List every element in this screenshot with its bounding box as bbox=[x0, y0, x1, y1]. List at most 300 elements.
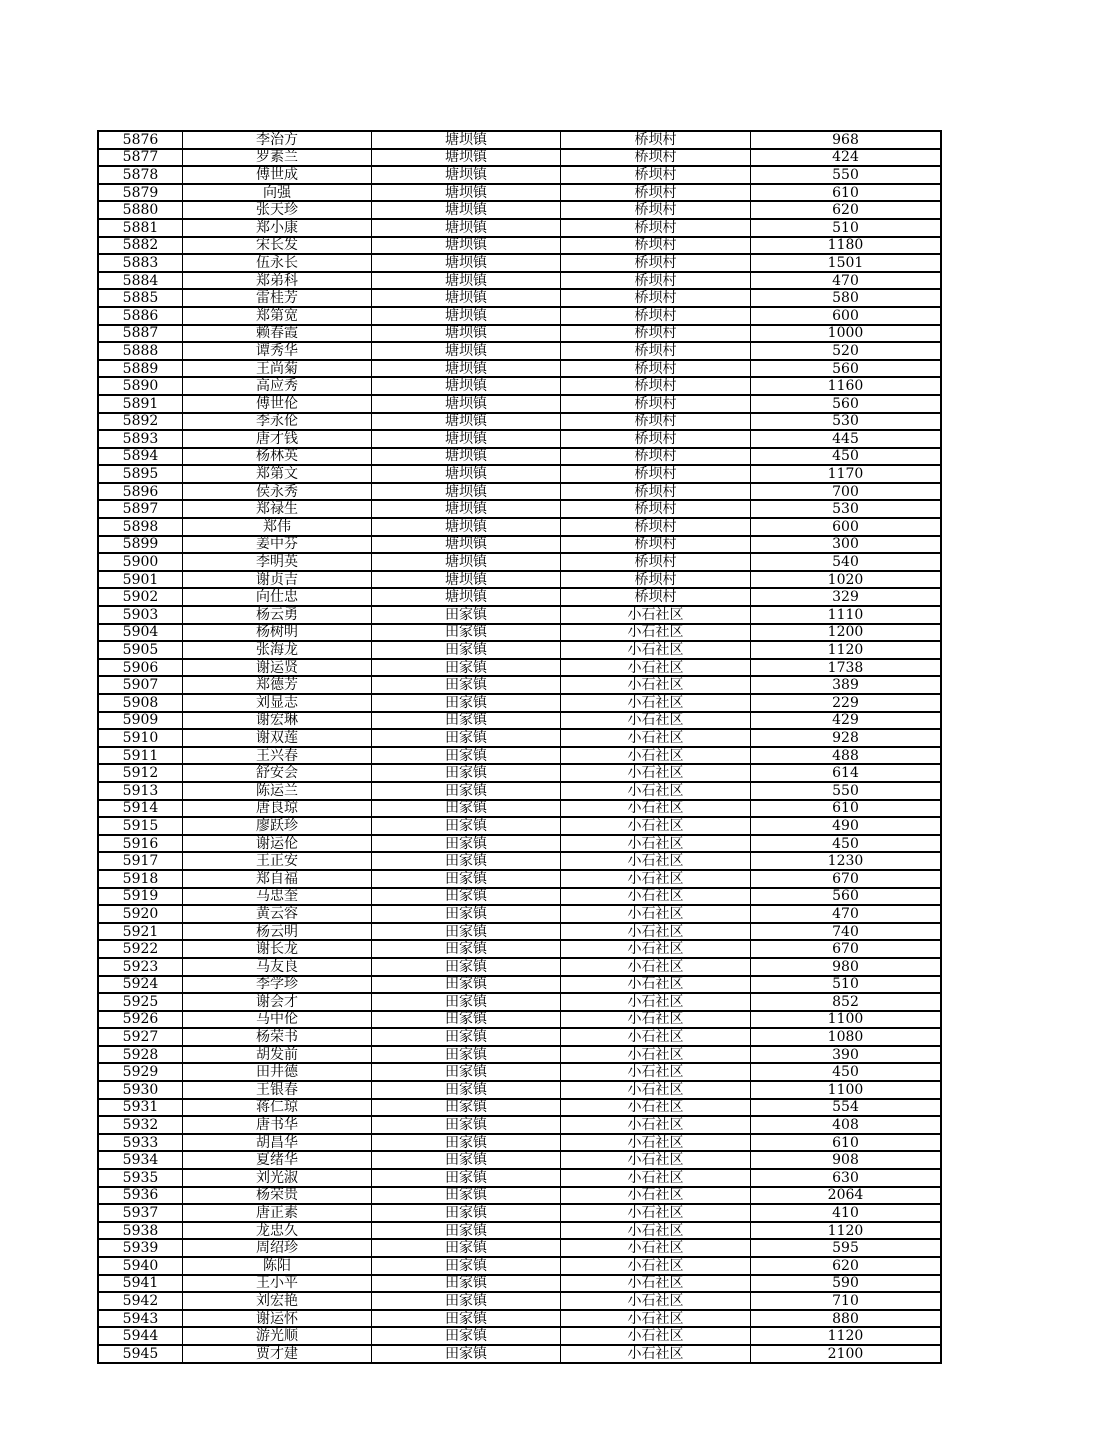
name-cell: 杨树明 bbox=[183, 624, 372, 642]
row-number-cell: 5877 bbox=[98, 149, 183, 167]
village-cell: 小石社区 bbox=[561, 1169, 751, 1187]
town-cell: 田家镇 bbox=[372, 835, 561, 853]
amount-cell: 852 bbox=[751, 993, 942, 1011]
table-row bbox=[98, 1011, 941, 1029]
name-cell: 李治方 bbox=[183, 131, 372, 149]
row-number-cell: 5928 bbox=[98, 1046, 183, 1064]
town-cell: 塘坝镇 bbox=[372, 184, 561, 202]
name-cell: 王小平 bbox=[183, 1275, 372, 1293]
amount-cell: 1230 bbox=[751, 852, 942, 870]
amount-cell: 1120 bbox=[751, 1327, 942, 1345]
town-cell: 田家镇 bbox=[372, 940, 561, 958]
row-number-cell: 5884 bbox=[98, 272, 183, 290]
amount-cell: 620 bbox=[751, 201, 942, 219]
town-cell: 田家镇 bbox=[372, 1116, 561, 1134]
village-cell: 小石社区 bbox=[561, 624, 751, 642]
row-number-cell: 5930 bbox=[98, 1081, 183, 1099]
village-cell: 小石社区 bbox=[561, 1222, 751, 1240]
village-cell: 桥坝村 bbox=[561, 430, 751, 448]
amount-cell: 580 bbox=[751, 289, 942, 307]
town-cell: 塘坝镇 bbox=[372, 342, 561, 360]
table-row bbox=[98, 870, 941, 888]
village-cell: 桥坝村 bbox=[561, 483, 751, 501]
row-number-cell: 5882 bbox=[98, 237, 183, 255]
row-number-cell: 5920 bbox=[98, 905, 183, 923]
amount-cell: 1501 bbox=[751, 254, 942, 272]
name-cell: 郑德芳 bbox=[183, 676, 372, 694]
name-cell: 夏绪华 bbox=[183, 1151, 372, 1169]
amount-cell: 908 bbox=[751, 1151, 942, 1169]
village-cell: 桥坝村 bbox=[561, 201, 751, 219]
name-cell: 马友良 bbox=[183, 958, 372, 976]
amount-cell: 620 bbox=[751, 1257, 942, 1275]
village-cell: 桥坝村 bbox=[561, 342, 751, 360]
village-cell: 桥坝村 bbox=[561, 360, 751, 378]
row-number-cell: 5923 bbox=[98, 958, 183, 976]
amount-cell: 980 bbox=[751, 958, 942, 976]
town-cell: 田家镇 bbox=[372, 905, 561, 923]
name-cell: 谢运怀 bbox=[183, 1310, 372, 1328]
table-row bbox=[98, 571, 941, 589]
table-row bbox=[98, 1187, 941, 1205]
row-number-cell: 5938 bbox=[98, 1222, 183, 1240]
name-cell: 谢运伦 bbox=[183, 835, 372, 853]
table-row bbox=[98, 782, 941, 800]
name-cell: 谢长龙 bbox=[183, 940, 372, 958]
amount-cell: 2064 bbox=[751, 1187, 942, 1205]
row-number-cell: 5907 bbox=[98, 676, 183, 694]
row-number-cell: 5932 bbox=[98, 1116, 183, 1134]
village-cell: 小石社区 bbox=[561, 800, 751, 818]
amount-cell: 540 bbox=[751, 553, 942, 571]
name-cell: 王正安 bbox=[183, 852, 372, 870]
table-row bbox=[98, 1239, 941, 1257]
table-row bbox=[98, 237, 941, 255]
town-cell: 塘坝镇 bbox=[372, 149, 561, 167]
table-row bbox=[98, 325, 941, 343]
town-cell: 田家镇 bbox=[372, 976, 561, 994]
town-cell: 田家镇 bbox=[372, 694, 561, 712]
name-cell: 马忠奎 bbox=[183, 888, 372, 906]
town-cell: 田家镇 bbox=[372, 993, 561, 1011]
name-cell: 陈阳 bbox=[183, 1257, 372, 1275]
table-row bbox=[98, 641, 941, 659]
row-number-cell: 5913 bbox=[98, 782, 183, 800]
amount-cell: 600 bbox=[751, 307, 942, 325]
village-cell: 小石社区 bbox=[561, 905, 751, 923]
name-cell: 杨云勇 bbox=[183, 606, 372, 624]
town-cell: 塘坝镇 bbox=[372, 219, 561, 237]
table-row bbox=[98, 1081, 941, 1099]
name-cell: 谢会才 bbox=[183, 993, 372, 1011]
village-cell: 小石社区 bbox=[561, 976, 751, 994]
town-cell: 田家镇 bbox=[372, 659, 561, 677]
amount-cell: 520 bbox=[751, 342, 942, 360]
amount-cell: 1100 bbox=[751, 1011, 942, 1029]
row-number-cell: 5921 bbox=[98, 923, 183, 941]
row-number-cell: 5941 bbox=[98, 1275, 183, 1293]
town-cell: 田家镇 bbox=[372, 1151, 561, 1169]
name-cell: 陈运兰 bbox=[183, 782, 372, 800]
amount-cell: 530 bbox=[751, 500, 942, 518]
village-cell: 桥坝村 bbox=[561, 272, 751, 290]
village-cell: 小石社区 bbox=[561, 1345, 751, 1363]
table-row bbox=[98, 413, 941, 431]
name-cell: 王兴春 bbox=[183, 747, 372, 765]
row-number-cell: 5935 bbox=[98, 1169, 183, 1187]
amount-cell: 510 bbox=[751, 219, 942, 237]
row-number-cell: 5906 bbox=[98, 659, 183, 677]
village-cell: 小石社区 bbox=[561, 694, 751, 712]
table-row bbox=[98, 254, 941, 272]
table-row bbox=[98, 747, 941, 765]
name-cell: 唐书华 bbox=[183, 1116, 372, 1134]
row-number-cell: 5933 bbox=[98, 1134, 183, 1152]
village-cell: 小石社区 bbox=[561, 1239, 751, 1257]
amount-cell: 445 bbox=[751, 430, 942, 448]
village-cell: 小石社区 bbox=[561, 1327, 751, 1345]
table-row bbox=[98, 483, 941, 501]
village-cell: 小石社区 bbox=[561, 1204, 751, 1222]
row-number-cell: 5903 bbox=[98, 606, 183, 624]
name-cell: 胡发前 bbox=[183, 1046, 372, 1064]
table-row bbox=[98, 905, 941, 923]
table-row bbox=[98, 1169, 941, 1187]
town-cell: 塘坝镇 bbox=[372, 465, 561, 483]
row-number-cell: 5889 bbox=[98, 360, 183, 378]
village-cell: 小石社区 bbox=[561, 1275, 751, 1293]
table-row bbox=[98, 1345, 941, 1363]
table-row bbox=[98, 1257, 941, 1275]
data-table bbox=[97, 130, 942, 1364]
table-row bbox=[98, 553, 941, 571]
village-cell: 小石社区 bbox=[561, 641, 751, 659]
name-cell: 向强 bbox=[183, 184, 372, 202]
village-cell: 桥坝村 bbox=[561, 166, 751, 184]
table-row bbox=[98, 272, 941, 290]
row-number-cell: 5929 bbox=[98, 1063, 183, 1081]
row-number-cell: 5936 bbox=[98, 1187, 183, 1205]
name-cell: 杨荣贵 bbox=[183, 1187, 372, 1205]
table-row bbox=[98, 1116, 941, 1134]
town-cell: 塘坝镇 bbox=[372, 377, 561, 395]
town-cell: 塘坝镇 bbox=[372, 201, 561, 219]
town-cell: 田家镇 bbox=[372, 676, 561, 694]
name-cell: 贾才建 bbox=[183, 1345, 372, 1363]
table-row bbox=[98, 219, 941, 237]
amount-cell: 554 bbox=[751, 1099, 942, 1117]
town-cell: 田家镇 bbox=[372, 1028, 561, 1046]
name-cell: 刘光淑 bbox=[183, 1169, 372, 1187]
village-cell: 桥坝村 bbox=[561, 536, 751, 554]
amount-cell: 1000 bbox=[751, 325, 942, 343]
row-number-cell: 5911 bbox=[98, 747, 183, 765]
village-cell: 桥坝村 bbox=[561, 518, 751, 536]
village-cell: 小石社区 bbox=[561, 1011, 751, 1029]
village-cell: 小石社区 bbox=[561, 940, 751, 958]
town-cell: 塘坝镇 bbox=[372, 518, 561, 536]
name-cell: 唐正素 bbox=[183, 1204, 372, 1222]
row-number-cell: 5908 bbox=[98, 694, 183, 712]
village-cell: 小石社区 bbox=[561, 606, 751, 624]
village-cell: 小石社区 bbox=[561, 1028, 751, 1046]
row-number-cell: 5918 bbox=[98, 870, 183, 888]
name-cell: 宋长发 bbox=[183, 237, 372, 255]
village-cell: 小石社区 bbox=[561, 712, 751, 730]
row-number-cell: 5939 bbox=[98, 1239, 183, 1257]
town-cell: 塘坝镇 bbox=[372, 588, 561, 606]
name-cell: 伍永长 bbox=[183, 254, 372, 272]
amount-cell: 595 bbox=[751, 1239, 942, 1257]
table-row bbox=[98, 835, 941, 853]
row-number-cell: 5899 bbox=[98, 536, 183, 554]
name-cell: 罗素兰 bbox=[183, 149, 372, 167]
amount-cell: 424 bbox=[751, 149, 942, 167]
name-cell: 郑禄生 bbox=[183, 500, 372, 518]
row-number-cell: 5927 bbox=[98, 1028, 183, 1046]
town-cell: 田家镇 bbox=[372, 1292, 561, 1310]
amount-cell: 1738 bbox=[751, 659, 942, 677]
village-cell: 桥坝村 bbox=[561, 588, 751, 606]
town-cell: 塘坝镇 bbox=[372, 448, 561, 466]
village-cell: 小石社区 bbox=[561, 1046, 751, 1064]
table-row bbox=[98, 712, 941, 730]
village-cell: 小石社区 bbox=[561, 870, 751, 888]
amount-cell: 229 bbox=[751, 694, 942, 712]
town-cell: 田家镇 bbox=[372, 1099, 561, 1117]
village-cell: 桥坝村 bbox=[561, 237, 751, 255]
village-cell: 小石社区 bbox=[561, 1310, 751, 1328]
name-cell: 谢宏琳 bbox=[183, 712, 372, 730]
village-cell: 桥坝村 bbox=[561, 395, 751, 413]
town-cell: 田家镇 bbox=[372, 1046, 561, 1064]
table-row bbox=[98, 852, 941, 870]
table-row bbox=[98, 149, 941, 167]
town-cell: 塘坝镇 bbox=[372, 553, 561, 571]
row-number-cell: 5881 bbox=[98, 219, 183, 237]
village-cell: 桥坝村 bbox=[561, 448, 751, 466]
row-number-cell: 5909 bbox=[98, 712, 183, 730]
table-row bbox=[98, 888, 941, 906]
table-row bbox=[98, 817, 941, 835]
table-row bbox=[98, 958, 941, 976]
row-number-cell: 5878 bbox=[98, 166, 183, 184]
village-cell: 小石社区 bbox=[561, 1187, 751, 1205]
row-number-cell: 5891 bbox=[98, 395, 183, 413]
table-row bbox=[98, 536, 941, 554]
town-cell: 田家镇 bbox=[372, 1063, 561, 1081]
amount-cell: 408 bbox=[751, 1116, 942, 1134]
name-cell: 刘宏艳 bbox=[183, 1292, 372, 1310]
table-row bbox=[98, 395, 941, 413]
amount-cell: 470 bbox=[751, 272, 942, 290]
village-cell: 小石社区 bbox=[561, 659, 751, 677]
row-number-cell: 5926 bbox=[98, 1011, 183, 1029]
table-row bbox=[98, 1028, 941, 1046]
town-cell: 塘坝镇 bbox=[372, 500, 561, 518]
amount-cell: 488 bbox=[751, 747, 942, 765]
village-cell: 小石社区 bbox=[561, 888, 751, 906]
village-cell: 小石社区 bbox=[561, 1151, 751, 1169]
amount-cell: 429 bbox=[751, 712, 942, 730]
row-number-cell: 5887 bbox=[98, 325, 183, 343]
row-number-cell: 5894 bbox=[98, 448, 183, 466]
table-row bbox=[98, 993, 941, 1011]
village-cell: 小石社区 bbox=[561, 764, 751, 782]
name-cell: 谢运贤 bbox=[183, 659, 372, 677]
amount-cell: 880 bbox=[751, 1310, 942, 1328]
town-cell: 田家镇 bbox=[372, 729, 561, 747]
row-number-cell: 5917 bbox=[98, 852, 183, 870]
village-cell: 小石社区 bbox=[561, 747, 751, 765]
table-row bbox=[98, 500, 941, 518]
town-cell: 田家镇 bbox=[372, 800, 561, 818]
amount-cell: 1170 bbox=[751, 465, 942, 483]
row-number-cell: 5922 bbox=[98, 940, 183, 958]
table-row bbox=[98, 1134, 941, 1152]
town-cell: 塘坝镇 bbox=[372, 325, 561, 343]
amount-cell: 968 bbox=[751, 131, 942, 149]
village-cell: 小石社区 bbox=[561, 729, 751, 747]
village-cell: 桥坝村 bbox=[561, 465, 751, 483]
row-number-cell: 5888 bbox=[98, 342, 183, 360]
town-cell: 田家镇 bbox=[372, 1275, 561, 1293]
village-cell: 小石社区 bbox=[561, 1134, 751, 1152]
table-row bbox=[98, 694, 941, 712]
amount-cell: 610 bbox=[751, 800, 942, 818]
village-cell: 小石社区 bbox=[561, 1116, 751, 1134]
name-cell: 张天珍 bbox=[183, 201, 372, 219]
amount-cell: 2100 bbox=[751, 1345, 942, 1363]
table-row bbox=[98, 289, 941, 307]
row-number-cell: 5912 bbox=[98, 764, 183, 782]
amount-cell: 490 bbox=[751, 817, 942, 835]
town-cell: 田家镇 bbox=[372, 1187, 561, 1205]
town-cell: 田家镇 bbox=[372, 1204, 561, 1222]
name-cell: 郑伟 bbox=[183, 518, 372, 536]
village-cell: 桥坝村 bbox=[561, 413, 751, 431]
amount-cell: 550 bbox=[751, 166, 942, 184]
name-cell: 郑小康 bbox=[183, 219, 372, 237]
row-number-cell: 5876 bbox=[98, 131, 183, 149]
table-row bbox=[98, 624, 941, 642]
row-number-cell: 5915 bbox=[98, 817, 183, 835]
name-cell: 李学珍 bbox=[183, 976, 372, 994]
amount-cell: 1120 bbox=[751, 1222, 942, 1240]
name-cell: 郑第文 bbox=[183, 465, 372, 483]
name-cell: 刘显志 bbox=[183, 694, 372, 712]
name-cell: 王尚菊 bbox=[183, 360, 372, 378]
town-cell: 田家镇 bbox=[372, 1345, 561, 1363]
village-cell: 小石社区 bbox=[561, 1063, 751, 1081]
amount-cell: 700 bbox=[751, 483, 942, 501]
table-row bbox=[98, 377, 941, 395]
village-cell: 桥坝村 bbox=[561, 553, 751, 571]
village-cell: 桥坝村 bbox=[561, 500, 751, 518]
town-cell: 田家镇 bbox=[372, 606, 561, 624]
town-cell: 田家镇 bbox=[372, 1011, 561, 1029]
table-row bbox=[98, 764, 941, 782]
amount-cell: 630 bbox=[751, 1169, 942, 1187]
row-number-cell: 5902 bbox=[98, 588, 183, 606]
amount-cell: 710 bbox=[751, 1292, 942, 1310]
town-cell: 田家镇 bbox=[372, 1310, 561, 1328]
town-cell: 田家镇 bbox=[372, 1222, 561, 1240]
town-cell: 田家镇 bbox=[372, 1257, 561, 1275]
name-cell: 龙忠久 bbox=[183, 1222, 372, 1240]
name-cell: 舒安会 bbox=[183, 764, 372, 782]
town-cell: 田家镇 bbox=[372, 764, 561, 782]
name-cell: 高应秀 bbox=[183, 377, 372, 395]
table-row bbox=[98, 342, 941, 360]
table-row bbox=[98, 1310, 941, 1328]
town-cell: 田家镇 bbox=[372, 1134, 561, 1152]
town-cell: 田家镇 bbox=[372, 782, 561, 800]
name-cell: 游光顺 bbox=[183, 1327, 372, 1345]
name-cell: 王银春 bbox=[183, 1081, 372, 1099]
amount-cell: 560 bbox=[751, 395, 942, 413]
town-cell: 塘坝镇 bbox=[372, 289, 561, 307]
village-cell: 桥坝村 bbox=[561, 325, 751, 343]
amount-cell: 550 bbox=[751, 782, 942, 800]
name-cell: 郑第宽 bbox=[183, 307, 372, 325]
town-cell: 田家镇 bbox=[372, 712, 561, 730]
row-number-cell: 5931 bbox=[98, 1099, 183, 1117]
row-number-cell: 5945 bbox=[98, 1345, 183, 1363]
table-row bbox=[98, 940, 941, 958]
row-number-cell: 5919 bbox=[98, 888, 183, 906]
table-row bbox=[98, 800, 941, 818]
town-cell: 塘坝镇 bbox=[372, 430, 561, 448]
amount-cell: 470 bbox=[751, 905, 942, 923]
village-cell: 小石社区 bbox=[561, 782, 751, 800]
village-cell: 桥坝村 bbox=[561, 254, 751, 272]
amount-cell: 450 bbox=[751, 448, 942, 466]
row-number-cell: 5944 bbox=[98, 1327, 183, 1345]
amount-cell: 1200 bbox=[751, 624, 942, 642]
table-row bbox=[98, 430, 941, 448]
amount-cell: 389 bbox=[751, 676, 942, 694]
row-number-cell: 5879 bbox=[98, 184, 183, 202]
name-cell: 郑自福 bbox=[183, 870, 372, 888]
table-row bbox=[98, 588, 941, 606]
row-number-cell: 5914 bbox=[98, 800, 183, 818]
town-cell: 田家镇 bbox=[372, 624, 561, 642]
row-number-cell: 5895 bbox=[98, 465, 183, 483]
village-cell: 桥坝村 bbox=[561, 377, 751, 395]
town-cell: 塘坝镇 bbox=[372, 166, 561, 184]
row-number-cell: 5886 bbox=[98, 307, 183, 325]
row-number-cell: 5883 bbox=[98, 254, 183, 272]
village-cell: 小石社区 bbox=[561, 852, 751, 870]
amount-cell: 450 bbox=[751, 1063, 942, 1081]
row-number-cell: 5937 bbox=[98, 1204, 183, 1222]
table-row bbox=[98, 1099, 941, 1117]
town-cell: 田家镇 bbox=[372, 1239, 561, 1257]
table-row bbox=[98, 1063, 941, 1081]
name-cell: 李明英 bbox=[183, 553, 372, 571]
table-row bbox=[98, 659, 941, 677]
town-cell: 田家镇 bbox=[372, 1327, 561, 1345]
amount-cell: 1160 bbox=[751, 377, 942, 395]
name-cell: 胡昌华 bbox=[183, 1134, 372, 1152]
town-cell: 田家镇 bbox=[372, 958, 561, 976]
row-number-cell: 5904 bbox=[98, 624, 183, 642]
name-cell: 田井德 bbox=[183, 1063, 372, 1081]
town-cell: 田家镇 bbox=[372, 870, 561, 888]
row-number-cell: 5901 bbox=[98, 571, 183, 589]
amount-cell: 670 bbox=[751, 940, 942, 958]
